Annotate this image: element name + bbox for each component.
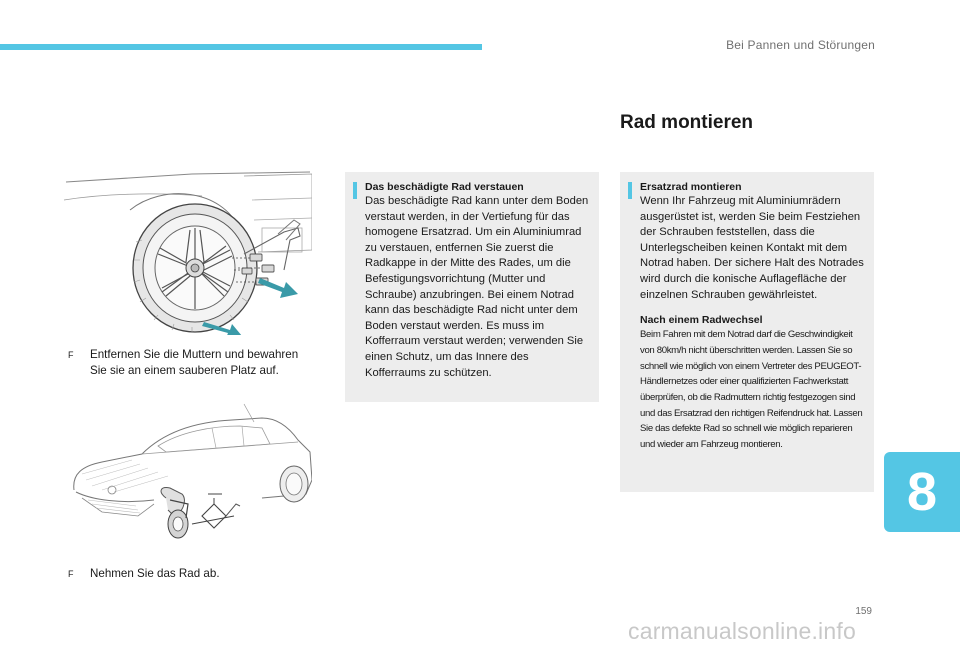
- section-title: Rad montieren: [620, 112, 754, 133]
- step-remove-nuts: [68, 347, 318, 379]
- chapter-tab: 8: [884, 452, 960, 532]
- info-accent-bar: [628, 182, 632, 199]
- info-box-title: Das beschädigte Rad verstauen: [365, 181, 524, 193]
- watermark: carmanualsonline.info: [628, 618, 856, 644]
- page-number: 159: [855, 606, 872, 617]
- info-subsection-body: Beim Fahren mit dem Notrad darf die Geschwindigkeit von 80km/h nicht überschritten werden. Lassen Sie so schnell wie möglich von einem Vertreter des PEUGEOT-Händlernetzes oder einer qualifizierten Fachwerkstatt überprüfen, ob die Radmuttern richtig festgezogen sind und das Ersatzrad den richtigen Reifendruck hat. Lassen Sie das defekte Rad so schnell wie möglich reparieren und wieder am Fahrzeug montieren.: [640, 329, 863, 451]
- bullet-marker: F: [68, 569, 74, 579]
- header-accent-bar: [0, 44, 482, 50]
- wheel-removal-illustration: [62, 170, 312, 335]
- step-remove-wheel: [68, 566, 318, 582]
- info-box-stow-wheel: [345, 172, 599, 402]
- info-accent-bar: [353, 182, 357, 199]
- step-text: Entfernen Sie die Muttern und bewahren Sie sie an einem sauberen Platz auf.: [90, 348, 299, 377]
- step-text: Nehmen Sie das Rad ab.: [90, 567, 220, 580]
- info-subsection-title: Nach einem Radwechsel: [640, 314, 763, 327]
- info-box-title: Ersatzrad montieren: [640, 181, 742, 193]
- info-box-body: Das beschädigte Rad kann unter dem Boden verstaut werden, in der Vertiefung für das homogene Ersatzrad. Um ein Aluminiumrad zu verstauen, entfernen Sie zuerst die Radkappe in der Mitte des Rades, um die Befestigungsvorrichtung (Mutter und Schraube) anzubringen. Bei einem Notrad kann das beschädigte Rad nicht unter dem Boden verstaut werden. Es muss im Kofferraum verstaut werden; verwenden Sie einen Schutz, um das Innere des Kofferraums zu schützen.: [365, 195, 589, 379]
- info-box-spare-wheel: [620, 172, 874, 492]
- car-on-jack-illustration: [62, 400, 312, 545]
- bullet-marker: F: [68, 350, 74, 360]
- info-box-body: Wenn Ihr Fahrzeug mit Aluminiumrädern ausgerüstet ist, werden Sie beim Festziehen der Schrauben feststellen, dass die Unterlegscheiben keinen Kontakt mit dem Notrad haben. Der sichere Halt des Notrades wird durch die konische Auflagefläche der einzelnen Schrauben gewährleistet.: [640, 195, 864, 301]
- running-title: Bei Pannen und Störungen: [726, 38, 875, 52]
